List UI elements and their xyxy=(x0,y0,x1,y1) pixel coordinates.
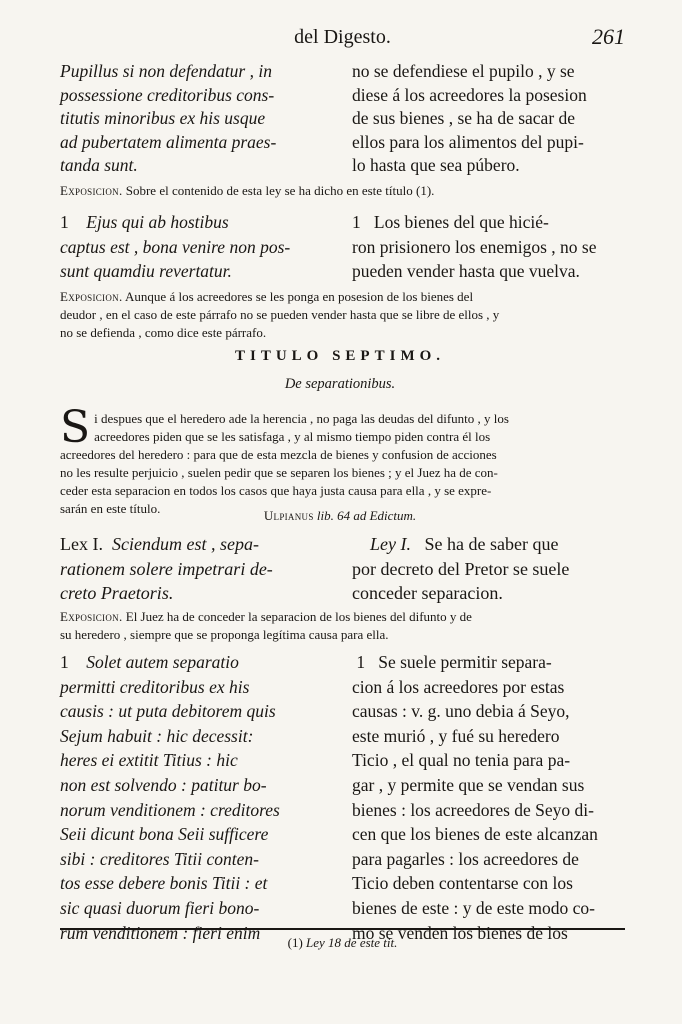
spanish-line-text: Se suele permitir separa- xyxy=(378,652,552,672)
spanish-line: pueden vender hasta que vuelva. xyxy=(352,261,580,282)
spanish-column xyxy=(352,60,625,178)
paragraph-number: 1 xyxy=(352,212,361,232)
paragraph-number: 1 xyxy=(60,652,69,672)
spanish-line-text: Los bienes del que hicié- xyxy=(373,212,549,232)
latin-line: Seii dicunt bona Seii sufficere xyxy=(60,824,269,845)
intro-line: no les resulte perjuicio , suelen pedir que se separen los bienes ; y el Juez ha de con- xyxy=(60,465,498,480)
latin-line: Sejum habuit : hic decessit: xyxy=(60,725,254,746)
latin-line: heres ei extitit Titius : hic xyxy=(60,750,238,771)
intro-line: i despues que el heredero ade la herencia , no paga las deudas del difunto , y los xyxy=(94,411,509,426)
latin-line: tos esse debere bonis Titii : et xyxy=(60,873,268,894)
intro-line: acreedores del heredero : para que de esta mezcla de bienes y confusion de acciones xyxy=(60,447,497,462)
spanish-line: este murió , y fué su heredero xyxy=(352,725,560,746)
latin-line xyxy=(60,650,335,675)
spanish-line: cen que los bienes de este alcanzan xyxy=(352,824,598,845)
ley-label: Ley I. xyxy=(370,534,411,554)
spanish-line: ron prisionero los enemigos , no se xyxy=(352,236,597,257)
exposicion-line xyxy=(60,608,620,626)
attribution-source: lib. 64 ad Edictum. xyxy=(316,508,417,523)
spanish-line: diese á los acreedores la posesion xyxy=(352,84,587,105)
latin-line: Pupillus si non defendatur , in xyxy=(60,61,272,81)
latin-line: rationem solere impetrari de- xyxy=(60,558,273,579)
attribution xyxy=(60,508,620,524)
latin-line: non est solvendo : patitur bo- xyxy=(60,774,267,795)
intro-line: acreedores piden que se les satisfaga , y al mismo tiempo piden contra él los xyxy=(94,429,491,444)
footnote-rule xyxy=(60,928,625,930)
exposicion-line: deudor , en el caso de este párrafo no se pueden vender hasta que se libre de ellos , y xyxy=(60,307,500,322)
latin-line: norum venditionem : creditores xyxy=(60,799,280,820)
spanish-column xyxy=(352,532,625,606)
spanish-line: bienes de este : y de este modo co- xyxy=(352,897,595,918)
footnote xyxy=(60,935,625,951)
spanish-line: lo hasta que sea púbero. xyxy=(352,155,520,176)
spanish-line xyxy=(352,210,625,235)
spanish-line: no se defendiese el pupilo , y se xyxy=(352,61,575,81)
exposicion-label: Exposicion. xyxy=(60,289,123,304)
latin-column xyxy=(60,60,335,178)
paragraph-pair-2 xyxy=(60,210,625,286)
exposicion-line: no se defienda , como dice este párrafo. xyxy=(60,325,267,340)
latin-line: ad pubertatem alimenta praes- xyxy=(60,131,277,152)
spanish-line: para pagarles : los acreedores de xyxy=(352,848,579,869)
section-subtitle: De separationibus. xyxy=(284,376,396,392)
attribution-author: Ulpianus xyxy=(263,508,314,523)
lex-label: Lex I. xyxy=(60,534,103,554)
latin-line: sibi : creditores Titii conten- xyxy=(60,848,259,869)
latin-column xyxy=(60,210,335,284)
running-title: del Digesto. xyxy=(294,26,391,48)
exposicion-label: Exposicion. xyxy=(60,609,123,624)
latin-line: causis : ut puta debitorem quis xyxy=(60,701,276,722)
latin-column xyxy=(60,532,335,606)
paragraph-number: 1 xyxy=(60,212,69,232)
drop-cap: S xyxy=(60,402,91,453)
spanish-column xyxy=(352,210,625,284)
exposicion-line xyxy=(60,288,620,306)
latin-line: permitti creditoribus ex his xyxy=(60,676,250,697)
latin-line xyxy=(60,532,335,557)
spanish-line: cion á los acreedores por estas xyxy=(352,676,565,697)
intro-line: ceder esta separacion en todos los casos que haya justa causa para ella , y se expre- xyxy=(60,483,492,498)
latin-line-text: Sciendum est , sepa- xyxy=(111,534,259,554)
page-number: 261 xyxy=(592,24,625,49)
exposicion-1 xyxy=(60,182,620,200)
latin-column xyxy=(60,650,335,945)
exposicion-label: Exposicion. xyxy=(60,183,123,198)
latin-line: sic quasi duorum fieri bono- xyxy=(60,897,260,918)
spanish-line-text: Se ha de saber que xyxy=(424,534,559,554)
spanish-line: conceder separacion. xyxy=(352,583,503,604)
spanish-column xyxy=(352,650,625,945)
spanish-line xyxy=(352,650,625,675)
latin-line: captus est , bona venire non pos- xyxy=(60,236,291,257)
latin-line xyxy=(60,210,335,235)
latin-line: titutis minoribus ex his usque xyxy=(60,108,266,129)
spanish-line: de sus bienes , se ha de sacar de xyxy=(352,108,576,129)
paragraph-pair-1 xyxy=(60,60,625,180)
latin-line: possessione creditoribus cons- xyxy=(60,84,275,105)
footnote-text: Ley 18 de este tit. xyxy=(306,935,398,950)
spanish-line: gar , y permite que se vendan sus xyxy=(352,774,585,795)
footnote-marker: (1) xyxy=(287,935,303,950)
latin-line: tanda sunt. xyxy=(60,155,138,176)
exposicion-3 xyxy=(60,608,620,644)
latin-line: sunt quamdiu revertatur. xyxy=(60,261,232,282)
spanish-line: Ticio deben contentarse con los xyxy=(352,873,573,894)
intro-line: sarán en este título. xyxy=(60,501,161,516)
spanish-line: por decreto del Pretor se suele xyxy=(352,558,570,579)
latin-line-text: Solet autem separatio xyxy=(86,652,239,672)
exposicion-2 xyxy=(60,288,620,342)
spanish-line xyxy=(352,532,625,557)
section-intro xyxy=(60,402,620,518)
exposicion-text: Aunque á los acreedores se les ponga en posesion de los bienes del xyxy=(125,289,474,304)
latin-line: creto Praetoris. xyxy=(60,583,174,604)
page-header xyxy=(60,26,625,52)
section-title: TITULO SEPTIMO. xyxy=(234,348,446,364)
latin-line-text: Ejus qui ab hostibus xyxy=(86,212,229,232)
spanish-line: Ticio , el qual no tenia para pa- xyxy=(352,750,571,771)
spanish-line: ellos para los alimentos del pupi- xyxy=(352,131,584,152)
spanish-line: mo se venden los bienes de los xyxy=(352,922,568,943)
latin-line: rum venditionem : fieri enim xyxy=(60,922,261,943)
lex-pair-1 xyxy=(60,532,625,604)
spanish-line: bienes : los acreedores de Seyo di- xyxy=(352,799,595,820)
spanish-line: causas : v. g. uno debia á Seyo, xyxy=(352,701,570,722)
exposicion-text: El Juez ha de conceder la separacion de los bienes del difunto y de xyxy=(125,609,472,624)
paragraph-number: 1 xyxy=(356,652,366,672)
exposicion-text: Sobre el contenido de esta ley se ha dicho en este título (1). xyxy=(125,183,435,198)
exposicion-line: su heredero , siempre que se proponga legítima causa para ella. xyxy=(60,627,389,642)
